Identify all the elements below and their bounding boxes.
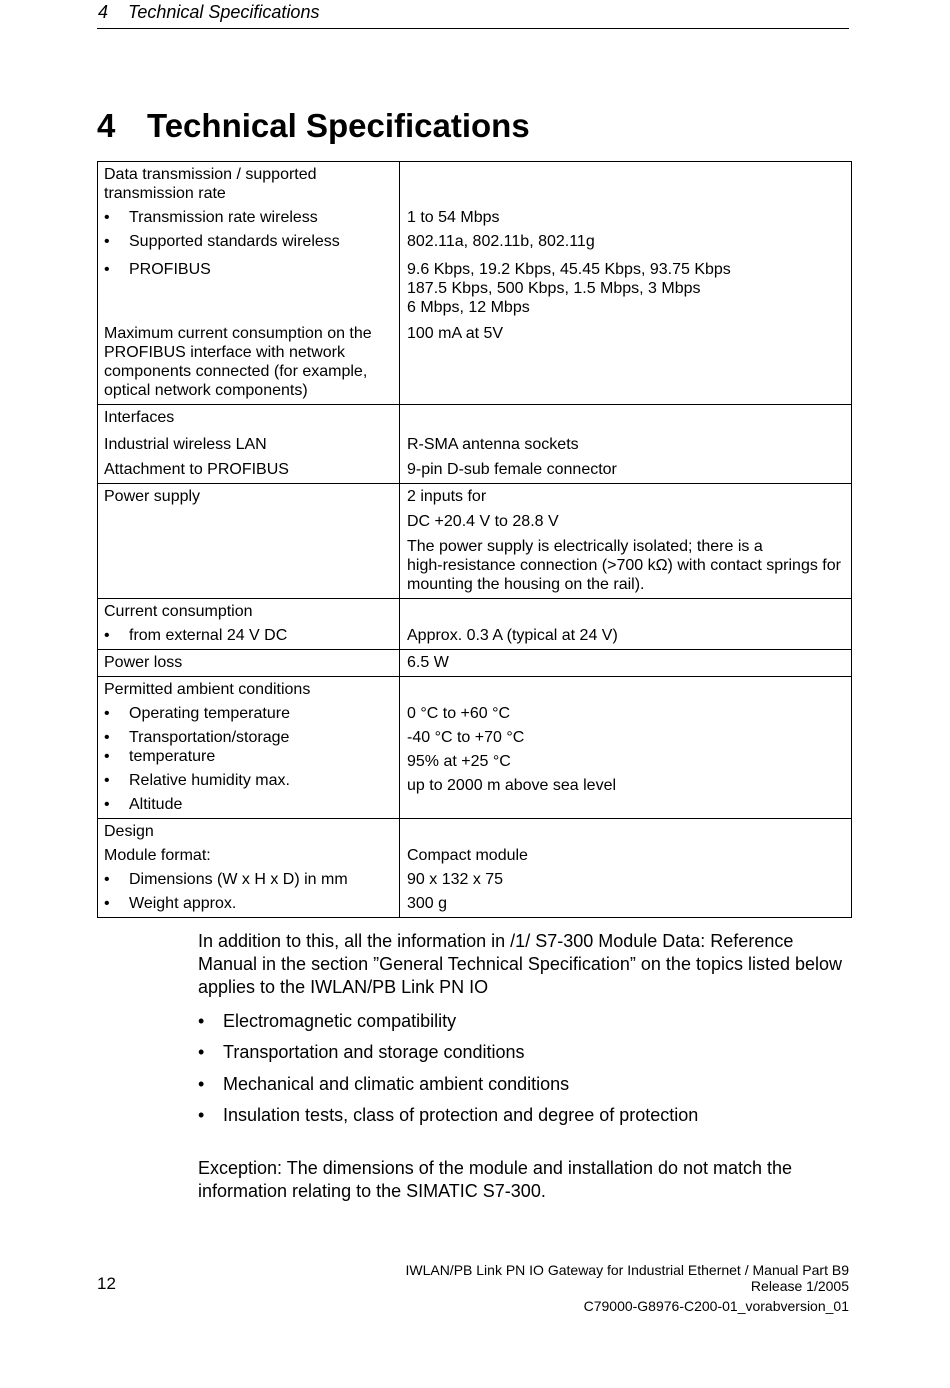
spec-label: • PROFIBUS [104, 260, 399, 279]
list-item [198, 1073, 569, 1096]
spec-label: • Supported standards wireless [104, 232, 399, 251]
list-item-text: Electromagnetic compatibility [223, 1011, 457, 1031]
section-current-consumption [98, 598, 851, 649]
spec-label: Data transmission / supported [104, 166, 317, 183]
list-item-text: Transportation and storage conditions [223, 1042, 525, 1062]
spec-label: Module format: [104, 847, 211, 864]
spec-label-cell [98, 484, 400, 598]
spec-label: • Transmission rate wireless [104, 208, 399, 227]
spec-label: • Operating temperature [104, 704, 399, 723]
spec-value: 6 Mbps, 12 Mbps [407, 299, 530, 316]
spec-value: Approx. 0.3 A (typical at 24 V) [407, 627, 618, 644]
spec-value: 1 to 54 Mbps [407, 209, 500, 226]
spec-label-continued: temperature [129, 748, 216, 765]
page-title [97, 104, 530, 148]
spec-value: ‑40 °C to +70 °C [407, 729, 525, 746]
header-rule [97, 28, 849, 29]
spec-label-cell [98, 650, 400, 676]
spec-label: • Transportation/storage [104, 728, 399, 747]
spec-label: optical network components) [104, 382, 308, 399]
exception-paragraph: Exception: The dimensions of the module and installation do not match the information relating to the SIMATIC S7‑300. [198, 1158, 793, 1201]
section-ambient-conditions [98, 676, 851, 818]
spec-label [104, 747, 399, 766]
spec-value-cell [400, 405, 851, 483]
section-power-supply [98, 483, 851, 598]
page-number: 12 [97, 1274, 116, 1293]
section-interfaces [98, 404, 851, 483]
spec-label: components connected (for example, [104, 363, 368, 380]
spec-label: • Weight approx. [104, 894, 399, 913]
spec-label-cell [98, 677, 400, 818]
chapter-number: 4 [97, 107, 116, 144]
spec-value: 2 inputs for [407, 488, 487, 505]
bullet-icon: • [198, 1011, 205, 1031]
spec-value: 0 °C to +60 °C [407, 705, 511, 722]
spec-label: Interfaces [104, 409, 175, 426]
footer-release: Release 1/2005 [750, 1278, 849, 1294]
spec-value: 187.5 Kbps, 500 Kbps, 1.5 Mbps, 3 Mbps [407, 280, 701, 297]
spec-value: 300 g [407, 895, 448, 912]
intro-paragraph: In addition to this, all the information in /1/ S7‑300 Module Data: Reference Manual in the section ”General Technical Specification” on the topics listed below applies to the IWLAN/PB Link PN IO [198, 931, 843, 997]
list-item [198, 1010, 456, 1033]
spec-value: 9.6 Kbps, 19.2 Kbps, 45.45 Kbps, 93.75 Kbps [407, 261, 731, 278]
bullet-icon: • [198, 1042, 205, 1062]
spec-value: 6.5 W [407, 654, 449, 671]
spec-label: Permitted ambient conditions [104, 681, 311, 698]
spec-label: • from external 24 V DC [104, 626, 399, 645]
spec-label: • Altitude [104, 795, 399, 814]
spec-label-cell [98, 162, 400, 404]
list-item-text: Mechanical and climatic ambient conditions [223, 1074, 570, 1094]
spec-label: • Relative humidity max. [104, 771, 399, 790]
section-power-loss [98, 649, 851, 676]
spec-label-cell [98, 819, 400, 917]
list-item [198, 1104, 698, 1127]
spec-value: 95% at +25 °C [407, 753, 511, 770]
spec-value: mounting the housing on the rail). [407, 576, 645, 593]
spec-value: high‑resistance connection (>700 kΩ) with contact springs for [407, 557, 841, 574]
spec-value-cell [400, 677, 851, 818]
spec-label-cell [98, 405, 400, 483]
spec-table [97, 161, 852, 918]
section-data-transmission [98, 162, 851, 404]
section-design [98, 818, 851, 917]
spec-label: • Dimensions (W x H x D) in mm [104, 870, 399, 889]
spec-value: 9‑pin D‑sub female connector [407, 461, 617, 478]
spec-label: Power loss [104, 654, 183, 671]
spec-label: Current consumption [104, 603, 253, 620]
spec-value: R‑SMA antenna sockets [407, 436, 579, 453]
spec-value-cell [400, 162, 851, 404]
spec-value: 802.11a, 802.11b, 802.11g [407, 233, 595, 250]
spec-label: Attachment to PROFIBUS [104, 461, 289, 478]
spec-label: transmission rate [104, 185, 226, 202]
spec-label: Maximum current consumption on the [104, 325, 372, 342]
running-header: 4 Technical Specifications [98, 2, 320, 22]
spec-label: Design [104, 823, 154, 840]
list-item [198, 1041, 525, 1064]
chapter-title: Technical Specifications [147, 107, 530, 144]
spec-label: Power supply [104, 488, 201, 505]
spec-value: up to 2000 m above sea level [407, 777, 617, 794]
spec-value: The power supply is electrically isolated; there is a [407, 538, 763, 555]
spec-label: Industrial wireless LAN [104, 436, 267, 453]
spec-value-cell [400, 650, 851, 676]
footer-manual-title: IWLAN/PB Link PN IO Gateway for Industrial Ethernet / Manual Part B9 [405, 1262, 849, 1278]
spec-value-cell [400, 484, 851, 598]
spec-value-cell [400, 819, 851, 917]
spec-value-cell [400, 599, 851, 649]
bullet-icon: • [198, 1074, 205, 1094]
spec-label: PROFIBUS interface with network [104, 344, 345, 361]
spec-value: 90 x 132 x 75 [407, 871, 504, 888]
spec-value: Compact module [407, 847, 528, 864]
bullet-icon: • [198, 1105, 205, 1125]
spec-label-cell [98, 599, 400, 649]
footer-document-id: C79000‑G8976‑C200‑01_vorabversion_01 [583, 1298, 849, 1314]
list-item-text: Insulation tests, class of protection and degree of protection [223, 1105, 699, 1125]
spec-value: 100 mA at 5V [407, 325, 504, 342]
spec-value: DC +20.4 V to 28.8 V [407, 513, 559, 530]
